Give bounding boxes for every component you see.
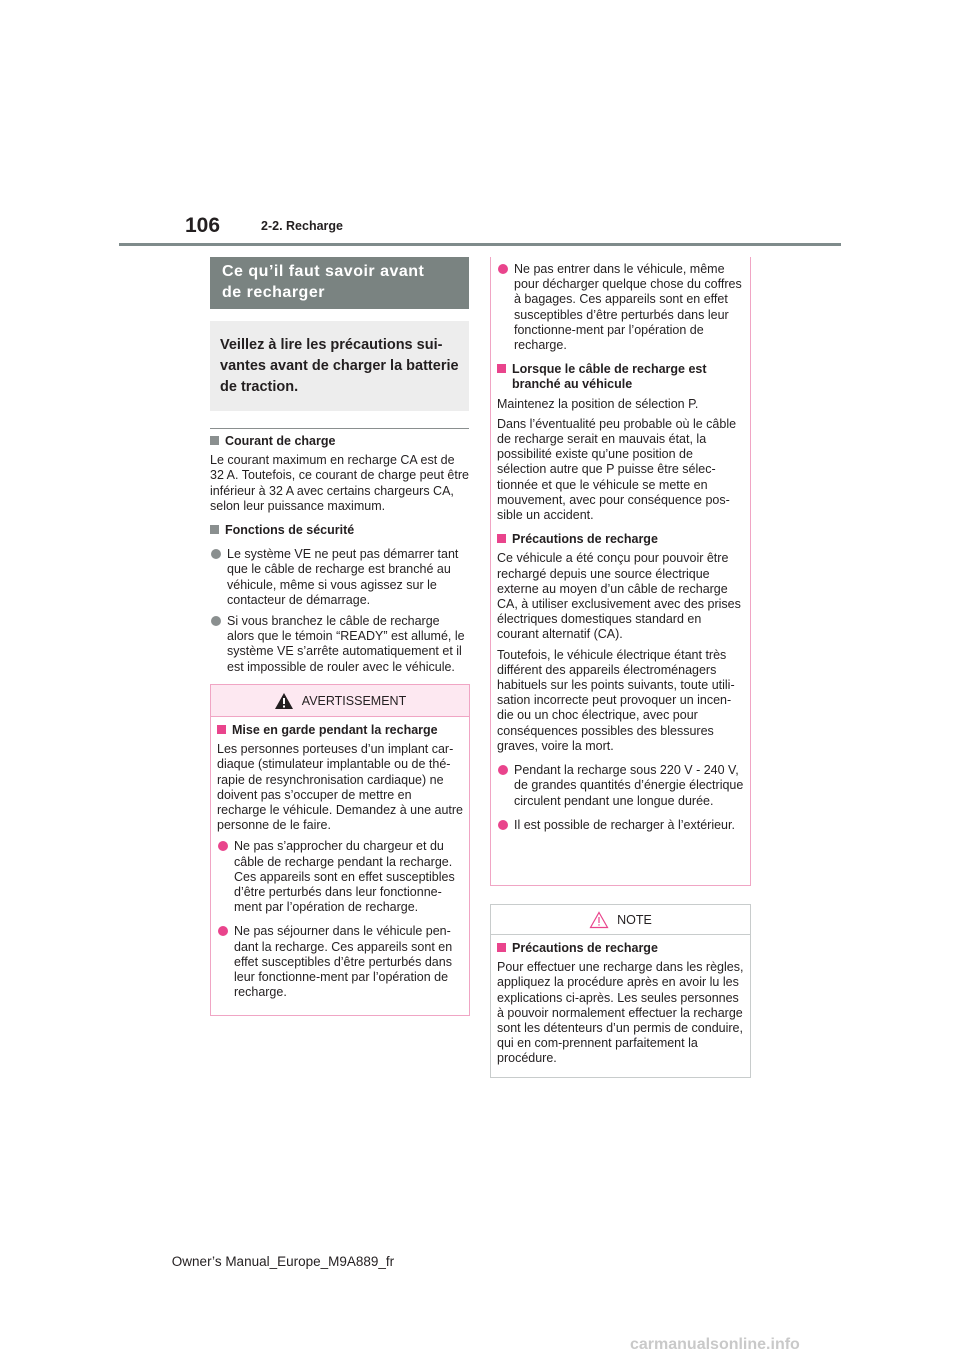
square-bullet-icon <box>497 943 506 952</box>
list-item: Ne pas séjourner dans le véhicule pen-dant la recharge. Ces appareils sont en effet susceptibles d’être perturbés dans leur fonctionne-ment par l’opération de recharge. <box>217 924 463 1000</box>
square-bullet-icon <box>497 364 506 373</box>
warning-box <box>210 684 470 1016</box>
note-header <box>491 905 750 935</box>
list-item: Il est possible de recharger à l’extérieur. <box>497 818 744 833</box>
topic-title-line2: de recharger <box>222 284 325 301</box>
square-bullet-icon <box>210 525 219 534</box>
subheading-precautions: Précautions de recharge <box>497 532 744 547</box>
paragraph-mise-en-garde: Les personnes porteuses d’un implant car-diaque (stimulateur implantable ou de thé-rapie de resynchronisation cardiaque) ne doivent pas s’occuper de mettre en recharge le véhicule. Demandez à une autre personne de le faire. <box>217 742 463 833</box>
paragraph-cable-1: Maintenez la position de sélection P. <box>497 396 699 411</box>
intro-box <box>210 321 469 411</box>
paragraph-precautions-2: Toutefois, le véhicule électrique étant très différent des appareils électroménagers habituels sur les points suivants, toute utili-sation incorrecte peut provoquer un incen-die ou un choc électrique, avec pour conséquences possibles des blessures graves, voire la mort. <box>497 647 735 753</box>
warning-label: AVERTISSEMENT <box>301 693 407 708</box>
warning-box-continued <box>490 257 751 886</box>
warning-triangle-icon <box>274 692 294 710</box>
list-item: Si vous branchez le câble de recharge alors que le témoin “READY” est allumé, le système VE s’arrête automatiquement et il est impossible de rouler avec le véhicule. <box>210 614 469 675</box>
square-bullet-icon <box>210 436 219 445</box>
list-item: Ne pas s’approcher du chargeur et du câble de recharge pendant la recharge. Ces appareils sont en effet susceptibles d’être perturbés dans leur fonctionne-ment par l’opération de recharge. <box>217 839 463 915</box>
footer: Owner’s Manual_Europe_M9A889_fr <box>171 1254 395 1269</box>
intro-line1: Veillez à lire les précautions sui- <box>220 337 443 353</box>
paragraph-note: Pour effectuer une recharge dans les règles, appliquez la procédure après en avoir lu les explications ci-après. Les seules personnes à pouvoir normalement effectuer la recharge sont les détenteurs d’un permis de conduire, qui en com-prennent parfaitement la procédure. <box>497 960 744 1066</box>
paragraph-courant: Le courant maximum en recharge CA est de 32 A. Toutefois, ce courant de charge peut être inférieur à 32 A avec certains chargeurs CA, selon leur puissance maximum. <box>210 453 469 513</box>
list-item: Ne pas entrer dans le véhicule, même pour décharger quelque chose du coffres à bagages. Ces appareils sont en effet susceptibles d’être perturbés dans leur fonctionne-ment par l’opération de recharge. <box>497 262 744 353</box>
list-item: Le système VE ne peut pas démarrer tant que le câble de recharge est branché au véhicule, même si vous agissez sur le contacteur de démarrage. <box>210 547 469 608</box>
square-bullet-icon <box>217 725 226 734</box>
divider <box>210 428 469 429</box>
warning-header <box>211 685 469 717</box>
round-bullet-icon <box>498 820 508 830</box>
paragraph-precautions-1: Ce véhicule a été conçu pour pouvoir être rechargé depuis une source électrique externe au moyen d’un câble de recharge CA, à utiliser exclusivement avec des prises électriques domestiques standard en courant alternatif (CA). <box>497 551 741 642</box>
left-column <box>210 257 469 675</box>
round-bullet-icon <box>498 765 508 775</box>
round-bullet-icon <box>498 264 508 274</box>
round-bullet-icon <box>211 549 221 559</box>
subheading-mise-en-garde: Mise en garde pendant la recharge <box>217 723 463 738</box>
subheading-courant: Courant de charge <box>210 434 469 449</box>
topic-title-box <box>210 257 469 309</box>
caution-triangle-icon <box>589 911 609 929</box>
round-bullet-icon <box>218 926 228 936</box>
round-bullet-icon <box>211 616 221 626</box>
intro-line2: vantes avant de charger la batterie <box>220 358 459 374</box>
paragraph-cable-2: Dans l’éventualité peu probable où le câble de recharge serait en mauvais état, la possibilité existe qu’une position de sélection autre que P puisse être sélec-tionnée et que le véhicule se mette en mouvement, avec pour conséquence pos-sible un accident. <box>497 416 737 523</box>
list-item: Pendant la recharge sous 220 V - 240 V, de grandes quantités d’énergie électrique circulent pendant une longue durée. <box>497 763 744 809</box>
header-rule <box>119 243 841 246</box>
square-bullet-icon <box>497 534 506 543</box>
topic-title-line1: Ce qu’il faut savoir avant <box>222 263 425 280</box>
note-box <box>490 904 751 1078</box>
page-number: 106 <box>185 214 221 237</box>
intro-line3: de traction. <box>220 379 299 395</box>
subheading-note: Précautions de recharge <box>497 941 744 956</box>
section-title: 2-2. Recharge <box>261 219 343 233</box>
round-bullet-icon <box>218 841 228 851</box>
watermark: carmanualsonline.info <box>630 1336 800 1353</box>
subheading-cable: Lorsque le câble de recharge est branché au véhicule <box>497 362 744 392</box>
note-label: NOTE <box>617 912 652 927</box>
subheading-securite: Fonctions de sécurité <box>210 523 469 538</box>
